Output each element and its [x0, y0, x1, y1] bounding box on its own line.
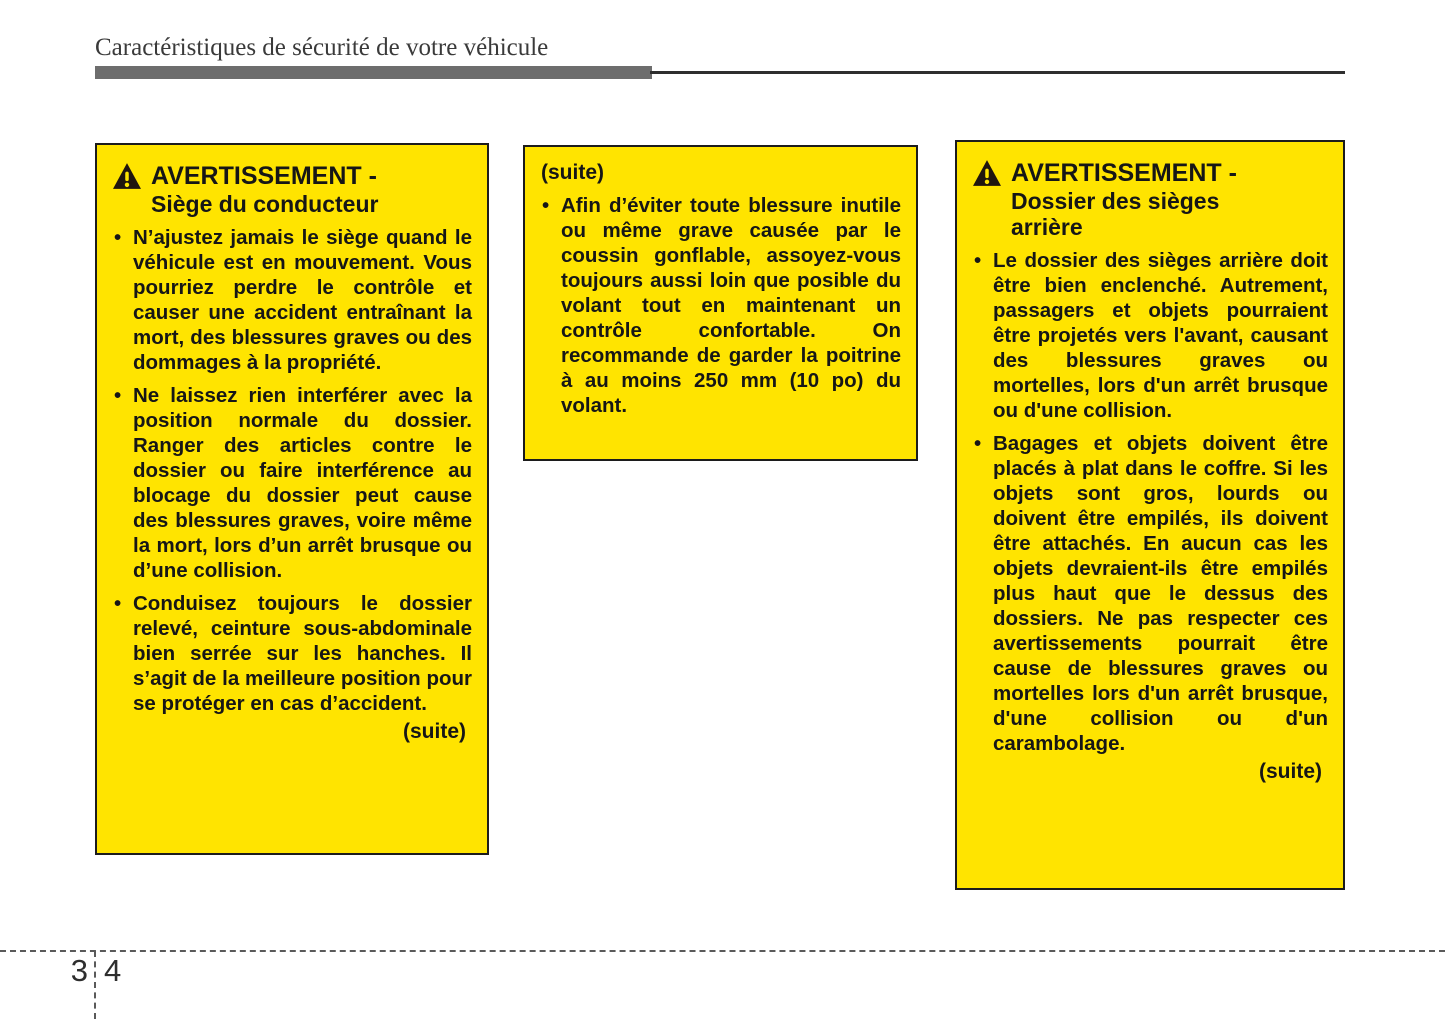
bullet-text: Ne laissez rien interférer avec la position normale du dossier. Ranger des articles contre le dossier ou faire interférence au blocage du dossier peut cause des blessures graves, voire même la mort, lors d’un arrêt brusque ou d’une collision.	[133, 384, 472, 582]
warning-title: AVERTISSEMENT -	[1011, 159, 1237, 187]
warning-title-row	[113, 162, 472, 190]
bullet-text: Conduisez toujours le dossier relevé, ceinture sous-abdominale bien serrée sur les hanches. Il s’agit de la meilleure position pour se protéger en cas d’accident.	[133, 592, 472, 715]
bullet-marker: •	[974, 249, 982, 272]
bullet-marker: •	[974, 432, 982, 455]
warning-subtitle-line1: Dossier des sièges	[1011, 188, 1220, 214]
bullet-item	[111, 383, 472, 583]
warning-subtitle-line2: arrière	[1011, 214, 1083, 240]
warning-box-continuation	[523, 145, 918, 461]
bullet-marker: •	[542, 194, 550, 217]
header-rule-line	[650, 71, 1345, 74]
warning-subtitle: Siège du conducteur	[151, 191, 379, 217]
warning-box-driver-seat	[95, 143, 489, 855]
page-number: 4	[104, 953, 122, 988]
continuation-lead: (suite)	[541, 161, 604, 184]
bullet-item	[971, 431, 1328, 756]
bullet-marker: •	[114, 384, 122, 407]
bullet-item	[971, 248, 1328, 423]
bullet-item	[539, 193, 901, 418]
continuation-label: (suite)	[403, 720, 466, 743]
bullet-marker: •	[114, 226, 122, 249]
warning-triangle-icon	[113, 163, 141, 189]
footer-dashed-line	[0, 950, 1445, 952]
page-title: Caractéristiques de sécurité de votre véhicule	[95, 34, 549, 61]
bullet-text: Afin d’éviter toute blessure inutile ou même grave causée par le coussin gonflable, assoyez-vous toujours aussi loin que posible du volant tout en maintenant un contrôle confortable. On recommande de garder la poitrine à au moins 250 mm (10 po) du volant.	[561, 194, 901, 417]
header-underline-bar	[95, 66, 652, 79]
bullet-item	[111, 591, 472, 716]
bullet-marker: •	[114, 592, 122, 615]
bullet-text: Bagages et objets doivent être placés à plat dans le coffre. Si les objets sont gros, lourds ou doivent être empilés, ils doivent être attachés. En aucun cas les objets devraient-ils être empilés plus haut que le dessus des dossiers. Ne pas respecter ces avertissements pourrait être cause de blessures graves ou mortelles lors d'un arrêt brusque, d'une collision ou d'un carambolage.	[993, 432, 1328, 755]
warning-title: AVERTISSEMENT -	[151, 162, 377, 190]
chapter-number: 3	[70, 953, 88, 988]
bullet-text: Le dossier des sièges arrière doit être bien enclenché. Autrement, passagers et objets pourraient être projetés vers l'avant, causant des blessures graves ou mortelles, lors d'un arrêt brusque ou d'une collision.	[993, 249, 1328, 422]
footer-vertical-dashed-line	[94, 951, 96, 1019]
continuation-label: (suite)	[1259, 760, 1322, 783]
bullet-item	[111, 225, 472, 375]
warning-triangle-icon	[973, 160, 1001, 186]
warning-title-row	[973, 159, 1328, 187]
bullet-text: N’ajustez jamais le siège quand le véhicule est en mouvement. Vous pourriez perdre le contrôle et causer une accident entraînant la mort, des blessures graves ou des dommages à la propriété.	[133, 226, 472, 374]
warning-box-rear-seatback	[955, 140, 1345, 890]
